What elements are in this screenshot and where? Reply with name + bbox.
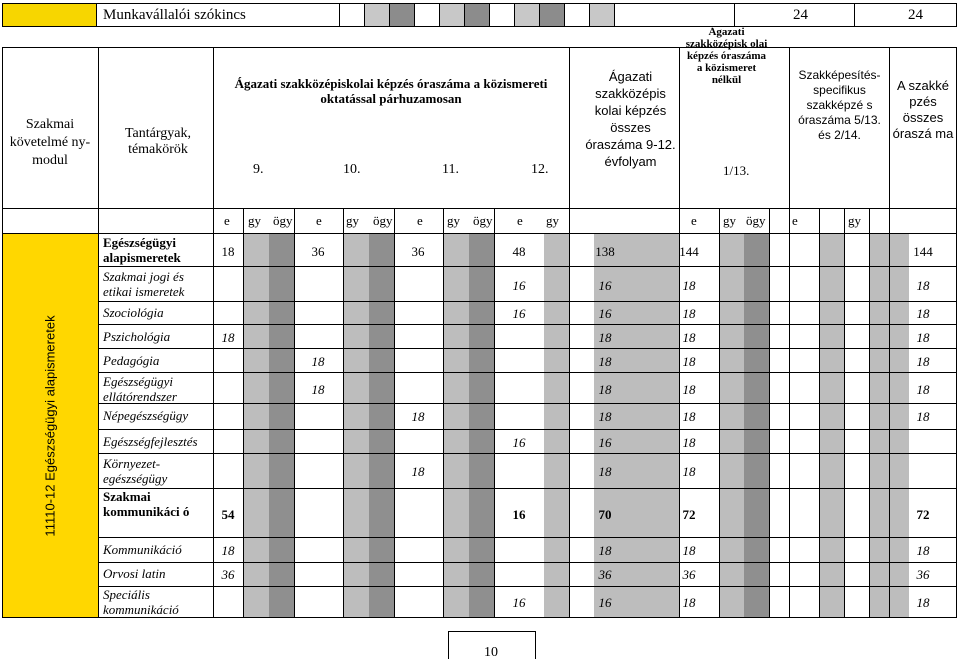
subheader-cell: gy	[248, 213, 261, 228]
cell-value: 18	[411, 409, 425, 424]
cell-value: 18	[682, 354, 696, 369]
cell-value: 18	[916, 595, 930, 610]
grid-line	[3, 233, 956, 234]
cell-value: 18	[682, 278, 696, 293]
grid-line	[769, 208, 770, 617]
subheader-cell: gy	[546, 213, 559, 228]
cell-value: 18	[682, 435, 696, 450]
cell-value: 18	[682, 543, 696, 558]
cell-value: 36	[311, 244, 325, 259]
grid-line	[98, 266, 956, 267]
page-number: 10	[484, 645, 498, 660]
row-name: Szakmai kommunikáci ó	[103, 489, 190, 519]
subheader-cell: gy	[346, 213, 359, 228]
grey-column	[244, 233, 269, 617]
subheader-cell: ögy	[373, 213, 393, 228]
cell-value: 18	[411, 464, 425, 479]
module-name: 11110-12 Egészségügyi alapismeretek	[42, 315, 58, 537]
grade-9: 9.	[253, 162, 264, 177]
cell-value: 18	[598, 543, 612, 558]
cell-value: 18	[916, 306, 930, 321]
subheader-cell: e	[792, 213, 798, 228]
col-parallel-header: Ágazati szakközépiskolai képzés óraszáma a közismereti oktatással párhuzamosan	[234, 76, 548, 106]
grid-line	[98, 301, 956, 302]
grid-line	[98, 348, 956, 349]
cell-value: 144	[913, 244, 933, 259]
grey-column	[369, 233, 394, 617]
grade-1-13: 1/13.	[723, 163, 750, 178]
subheader-cell: e	[517, 213, 523, 228]
cell-value: 18	[682, 382, 696, 397]
header-bar-cell	[415, 4, 440, 26]
cell-value: 36	[598, 567, 612, 582]
grey-column	[819, 233, 844, 617]
cell-value: 18	[682, 595, 696, 610]
header-bar-cell	[565, 4, 590, 26]
cell-value: 16	[512, 595, 526, 610]
cell-value: 48	[512, 244, 526, 259]
cell-value: 36	[221, 567, 235, 582]
cell-value: 36	[916, 567, 930, 582]
header-bar-cell	[540, 4, 565, 26]
grey-column	[469, 233, 494, 617]
grid-line	[394, 208, 395, 617]
subheader-cell: e	[417, 213, 423, 228]
cell-value: 18	[598, 464, 612, 479]
grid-line	[98, 48, 99, 617]
grade-11: 11.	[442, 162, 459, 177]
cell-value: 36	[682, 567, 696, 582]
grid-line	[294, 208, 295, 617]
cell-value: 54	[221, 507, 235, 522]
row-name: Környezet-egészségügy	[103, 456, 168, 486]
cell-value: 18	[682, 330, 696, 345]
header-bar-cell	[390, 4, 415, 26]
cell-value: 16	[598, 595, 612, 610]
grid-line	[98, 562, 956, 563]
header-bar-cell	[340, 4, 365, 26]
grid-line	[98, 586, 956, 587]
grid-line	[719, 208, 720, 617]
subheader-cell: ögy	[473, 213, 493, 228]
col-total-all-header: A szakké pzés összes óraszá ma	[892, 78, 954, 141]
row-name: Szociológia	[103, 305, 164, 320]
header-bar-num2: 24	[908, 7, 923, 23]
grid-line	[98, 429, 956, 430]
row-name: Speciális kommunikáció	[103, 587, 179, 617]
grid-line	[98, 403, 956, 404]
cell-value: 72	[916, 507, 930, 522]
subheader-cell: e	[316, 213, 322, 228]
cell-value: 16	[512, 278, 526, 293]
header-bar-cell	[365, 4, 390, 26]
cell-value: 144	[679, 244, 699, 259]
col-without-gen-header: Ágazati szakközépisk olai képzés óraszáma a közismeret nélkül	[685, 26, 768, 86]
cell-value: 16	[512, 306, 526, 321]
row-name: Egészségügyi alapismeretek	[103, 235, 181, 265]
grid-line	[98, 488, 956, 489]
cell-value: 18	[311, 354, 325, 369]
cell-value: 18	[916, 543, 930, 558]
cell-value: 18	[311, 382, 325, 397]
grey-column	[544, 233, 569, 617]
grid-line	[844, 208, 845, 617]
col-total-9-12-header: Ágazati szakközépis kolai képzés összes óraszáma 9-12. évfolyam	[585, 69, 676, 169]
col-specific-header: Szakképesítés-specifikus szakképzé s óraszáma 5/13. és 2/14.	[798, 68, 881, 142]
cell-value: 18	[682, 464, 696, 479]
header-bar-cell	[590, 4, 615, 26]
row-name: Szakmai jogi és etikai ismeretek	[103, 269, 185, 299]
row-name: Egészségügyi ellátórendszer	[103, 374, 177, 404]
cell-value: 18	[682, 306, 696, 321]
grid-line	[819, 208, 820, 617]
cell-value: 16	[512, 435, 526, 450]
cell-value: 18	[598, 409, 612, 424]
cell-value: 18	[221, 543, 235, 558]
grey-column	[719, 233, 744, 617]
grid-line	[3, 208, 956, 209]
header-bar-cell	[465, 4, 490, 26]
grid-line	[98, 453, 956, 454]
grid-line	[869, 208, 870, 617]
subheader-cell: ögy	[273, 213, 293, 228]
cell-value: 16	[598, 435, 612, 450]
grey-column	[744, 233, 769, 617]
row-name: Egészségfejlesztés	[103, 434, 198, 449]
grid-line	[98, 537, 956, 538]
grade-12: 12.	[531, 162, 549, 177]
row-name: Népegészségügy	[103, 408, 189, 423]
row-name: Kommunikáció	[103, 542, 182, 557]
col-subjects-header: Tantárgyak, témakörök	[124, 126, 191, 157]
subheader-cell: gy	[447, 213, 460, 228]
cell-value: 16	[598, 306, 612, 321]
grey-column	[444, 233, 469, 617]
grid-line	[443, 208, 444, 617]
cell-value: 18	[916, 278, 930, 293]
header-bar-cell	[515, 4, 540, 26]
cell-value: 18	[916, 409, 930, 424]
row-name: Orvosi latin	[103, 566, 166, 581]
cell-value: 18	[598, 382, 612, 397]
cell-value: 16	[512, 507, 526, 522]
header-bar-cell	[615, 4, 735, 26]
subheader-cell: e	[691, 213, 697, 228]
cell-value: 70	[598, 507, 612, 522]
grid-line	[494, 208, 495, 617]
row-name: Pszichológia	[103, 329, 171, 344]
subheader-cell: e	[224, 213, 230, 228]
grid-line	[98, 324, 956, 325]
header-bar-cell	[490, 4, 515, 26]
cell-value: 18	[221, 330, 235, 345]
row-name: Pedagógia	[103, 353, 160, 368]
header-bar-yellow-cell	[3, 4, 97, 26]
cell-value: 72	[682, 507, 696, 522]
subheader-cell: gy	[723, 213, 736, 228]
subheader-cell: ögy	[746, 213, 766, 228]
header-bar	[2, 3, 957, 27]
grid-line	[343, 208, 344, 617]
grey-column	[344, 233, 369, 617]
grid-line	[789, 48, 790, 617]
subheader-cell: gy	[848, 213, 861, 228]
cell-value: 18	[916, 382, 930, 397]
curriculum-table	[2, 26, 957, 618]
cell-value: 138	[595, 244, 615, 259]
col-module-header: Szakmai követelmé ny-modul	[9, 117, 91, 168]
grid-line	[569, 48, 570, 617]
grade-10: 10.	[343, 162, 361, 177]
header-bar-title: Munkavállalói szókincs	[103, 7, 246, 23]
cell-value: 18	[598, 330, 612, 345]
grid-line	[98, 372, 956, 373]
grid-line	[889, 48, 890, 617]
cell-value: 18	[682, 409, 696, 424]
header-bar-num1: 24	[793, 7, 808, 23]
header-bar-cell	[440, 4, 465, 26]
cell-value: 18	[221, 244, 235, 259]
cell-value: 36	[411, 244, 425, 259]
cell-value: 18	[916, 330, 930, 345]
cell-value: 18	[598, 354, 612, 369]
grey-column	[269, 233, 294, 617]
cell-value: 18	[916, 354, 930, 369]
cell-value: 16	[598, 278, 612, 293]
